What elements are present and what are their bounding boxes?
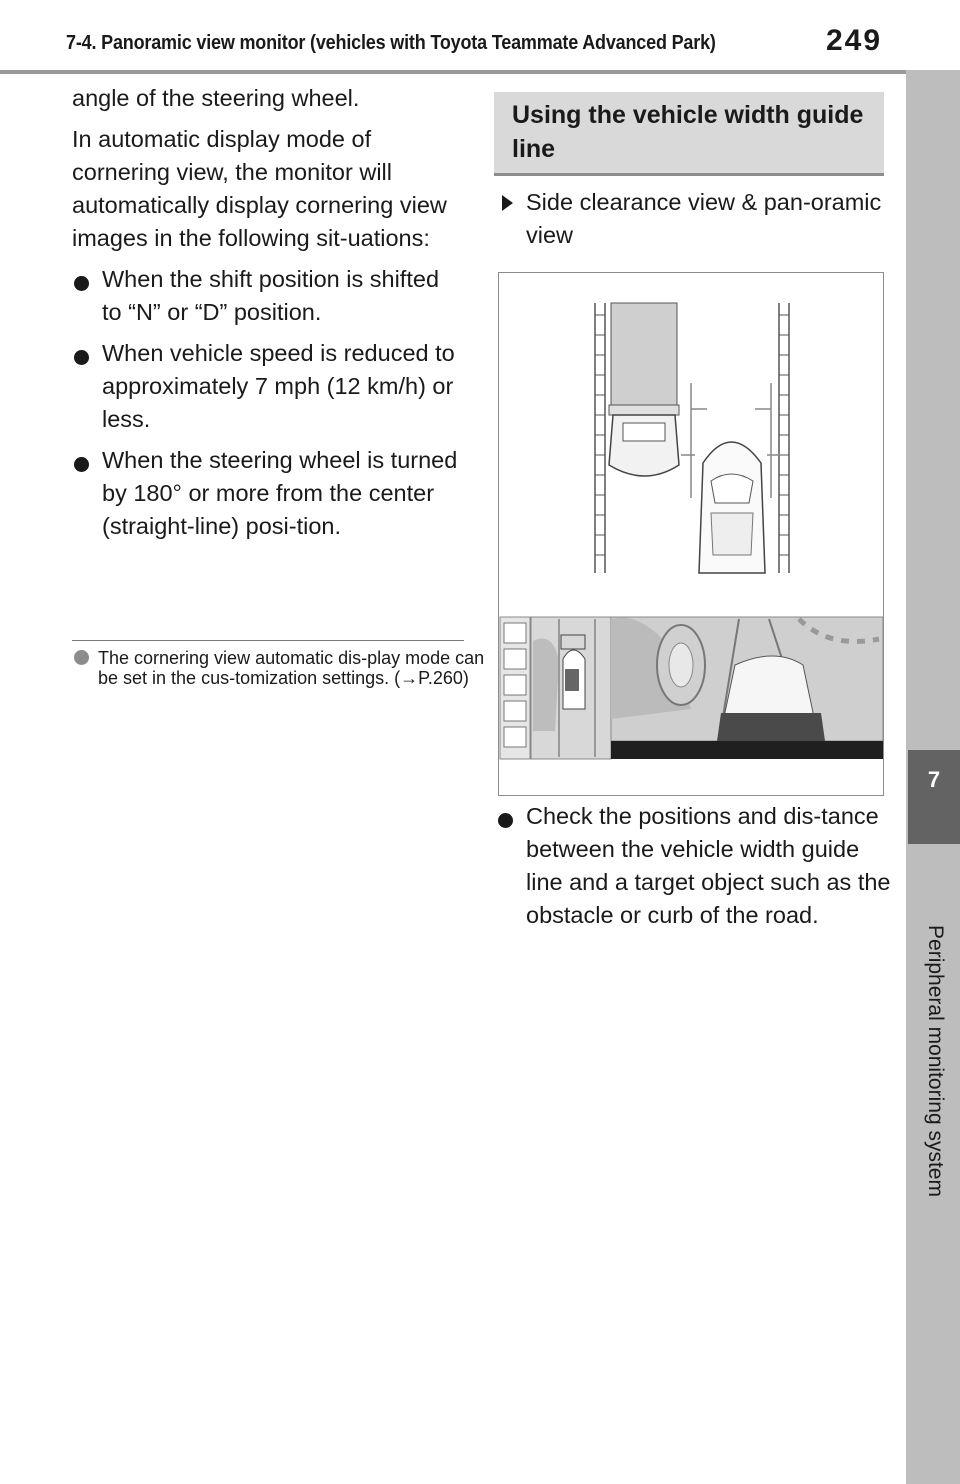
left-column xyxy=(72,82,462,551)
note-text: The cornering view automatic dis-play mode can be set in the cus-tomization settings. (→P.260) xyxy=(98,648,485,688)
monitor-illustration xyxy=(498,272,884,796)
page-number: 249 xyxy=(826,24,883,57)
list-item: When the shift position is shifted to “N” or “D” position. xyxy=(72,263,462,329)
header-rule xyxy=(0,70,906,74)
note-divider xyxy=(72,640,464,641)
running-header: 7-4. Panoramic view monitor (vehicles with Toyota Teammate Advanced Park) xyxy=(66,32,716,54)
list-item: Check the positions and dis-tance between the vehicle width guide line and a target object such as the obstacle or curb of the road. xyxy=(496,800,896,932)
bullet-dot-icon xyxy=(74,350,89,365)
list-item: When vehicle speed is reduced to approximately 7 mph (12 km/h) or less. xyxy=(72,337,462,436)
triangle-marker-icon xyxy=(502,195,513,211)
paragraph-continued: angle of the steering wheel. xyxy=(72,85,360,111)
bullet-dot-icon xyxy=(74,457,89,472)
right-column-bullets xyxy=(496,800,896,940)
chapter-side-label: Peripheral monitoring system xyxy=(924,925,947,1197)
note xyxy=(74,648,488,688)
subheading: Side clearance view & pan-oramic view xyxy=(498,186,906,252)
note-circle-icon xyxy=(74,650,89,665)
list-item: When the steering wheel is turned by 180° or more from the center (straight-line) posi-tion. xyxy=(72,444,462,543)
paragraph-auto-display: In automatic display mode of cornering view, the monitor will automatically display cornering view images in the following sit-uations: xyxy=(72,126,447,251)
side-clearance-diagram xyxy=(499,273,883,795)
bullet-dot-icon xyxy=(74,276,89,291)
bullet-dot-icon xyxy=(498,813,513,828)
guide-line-list xyxy=(496,800,896,932)
chapter-number: 7 xyxy=(908,750,960,844)
condition-list xyxy=(72,263,462,543)
section-heading: Using the vehicle width guide line xyxy=(494,92,884,176)
